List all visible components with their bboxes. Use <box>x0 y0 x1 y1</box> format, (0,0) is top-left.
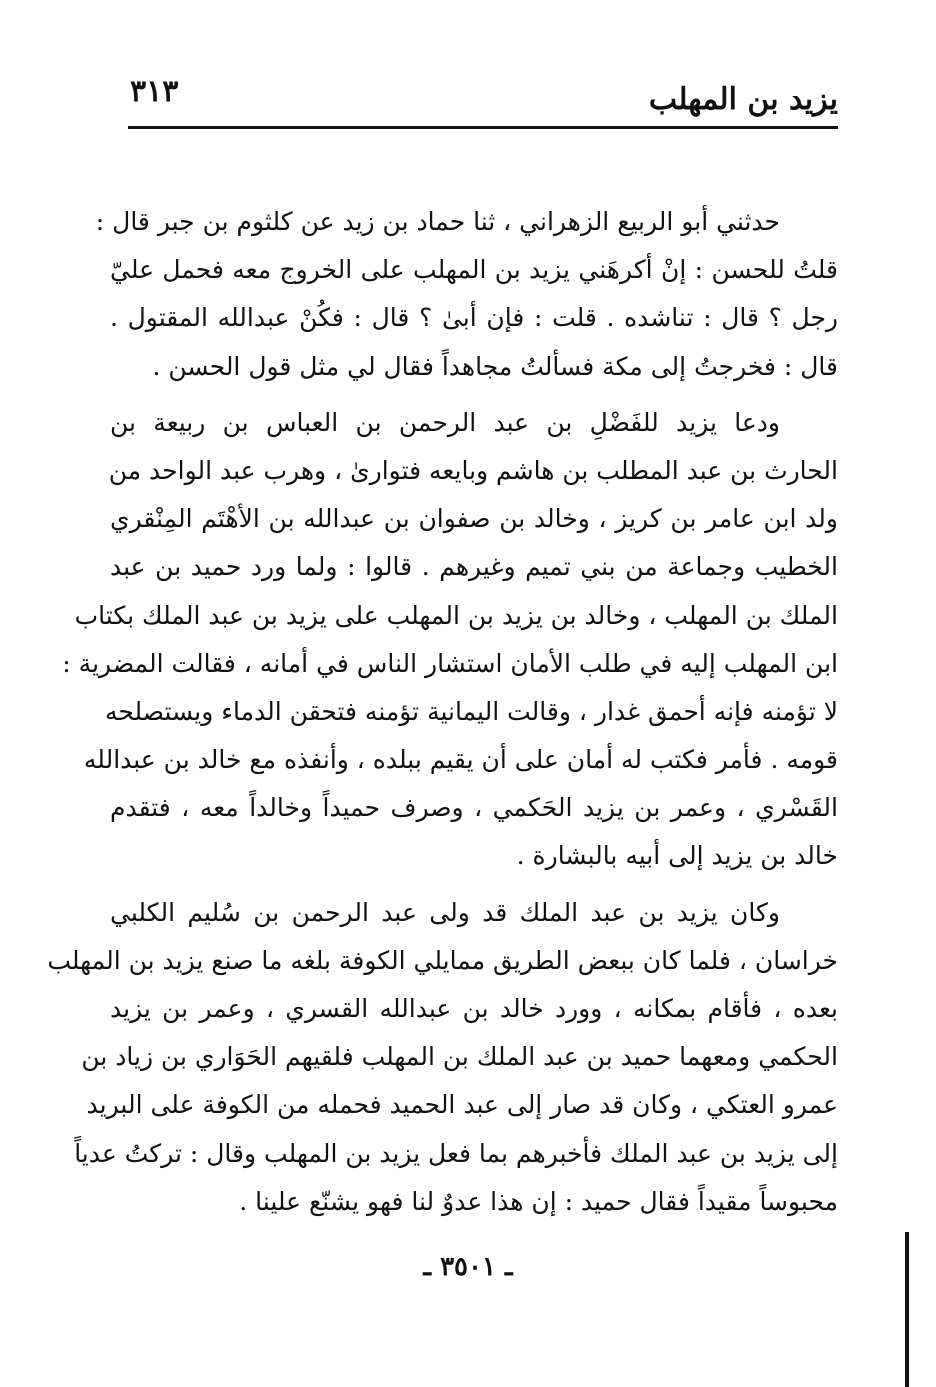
text-line: الخطيب وجماعة من بني تميم وغيرهم . قالوا : ولما ورد حميد بن عبد <box>110 552 838 582</box>
footer-page-number: ـ ٣٥٠١ ـ <box>423 1252 513 1282</box>
text-line: قلتُ للحسن : إنْ أكرهَني يزيد بن المهلب على الخروج معه فحمل عليّ <box>110 255 838 285</box>
text-line: خالد بن يزيد إلى أبيه بالبشارة . <box>516 841 838 871</box>
paragraph-gap <box>110 881 838 889</box>
paragraph <box>95 198 838 391</box>
text-line: حدثني أبو الربيع الزهراني ، ثنا حماد بن زيد عن كلثوم بن جبر قال : <box>95 207 780 236</box>
text-line: عمرو العتكي ، وكان قد صار إلى عبد الحميد فحمله من الكوفة على البريد <box>86 1090 838 1120</box>
text-line: القَسْري ، وعمر بن يزيد الحَكمي ، وصرف حميداً وخالداً معه ، فتقدم <box>110 793 838 823</box>
running-header <box>128 74 838 128</box>
text-line: قال : فخرجتُ إلى مكة فسألتُ مجاهداً فقال لي مثل قول الحسن . <box>152 351 838 381</box>
running-title: يزيد بن المهلب <box>648 82 838 117</box>
text-line: ابن المهلب إليه في طلب الأمان استشار الناس في أمانه ، فقالت المضرية : <box>62 648 838 678</box>
body-text <box>47 198 838 1226</box>
text-line: بعده ، فأقام بمكانه ، وورد خالد بن عبدالله القسري ، وعمر بن يزيد <box>110 994 838 1023</box>
text-line: محبوساً مقيداً فقال حميد : إن هذا عدوٌ لنا فهو يشنّع علينا . <box>239 1186 838 1216</box>
paragraph <box>47 889 838 1226</box>
page-edge-mark <box>905 1232 909 1387</box>
text-line: الحارث بن عبد المطلب بن هاشم وبايعه فتوارىٰ ، وهرب عبد الواحد من <box>108 455 838 485</box>
text-line: الملك بن المهلب ، وخالد بن يزيد بن المهلب على يزيد بن عبد الملك بكتاب <box>74 600 838 630</box>
text-line: خراسان ، فلما كان ببعض الطريق ممايلي الكوفة بلغه ما صنع يزيد بن المهلب <box>47 945 838 975</box>
page-number: ٣١٣ <box>130 74 179 109</box>
text-line: قومه . فأمر فكتب له أمان على أن يقيم ببلده ، وأنفذه مع خالد بن عبدالله <box>83 745 838 775</box>
text-line: ولد ابن عامر بن كريز ، وخالد بن صفوان بن عبدالله بن الأهْتَم المِنْقري <box>110 504 838 534</box>
text-line: الحكمي ومعهما حميد بن عبد الملك بن المهلب فلقيهم الحَوَاري بن زياد بن <box>81 1042 838 1072</box>
header-rule <box>128 126 838 129</box>
text-line: لا تؤمنه فإنه أحمق غدار ، وقالت اليمانية تؤمنه فتحقن الدماء ويستصلحه <box>104 696 838 726</box>
paragraph-gap <box>110 391 838 399</box>
text-line: ودعا يزيد للفَضْلِ بن عبد الرحمن بن العباس بن ربيعة بن <box>110 407 780 437</box>
text-line: إلى يزيد بن عبد الملك فأخبرهم بما فعل يزيد بن المهلب وقال : تركتُ عدياً <box>74 1138 838 1168</box>
text-line: رجل ؟ قال : تناشده . قلت : فإن أبىٰ ؟ قال : فكُنْ عبدالله المقتول . <box>110 303 838 333</box>
text-line: وكان يزيد بن عبد الملك قد ولى عبد الرحمن بن سُليم الكلبي <box>110 897 780 927</box>
paragraph <box>62 399 838 881</box>
